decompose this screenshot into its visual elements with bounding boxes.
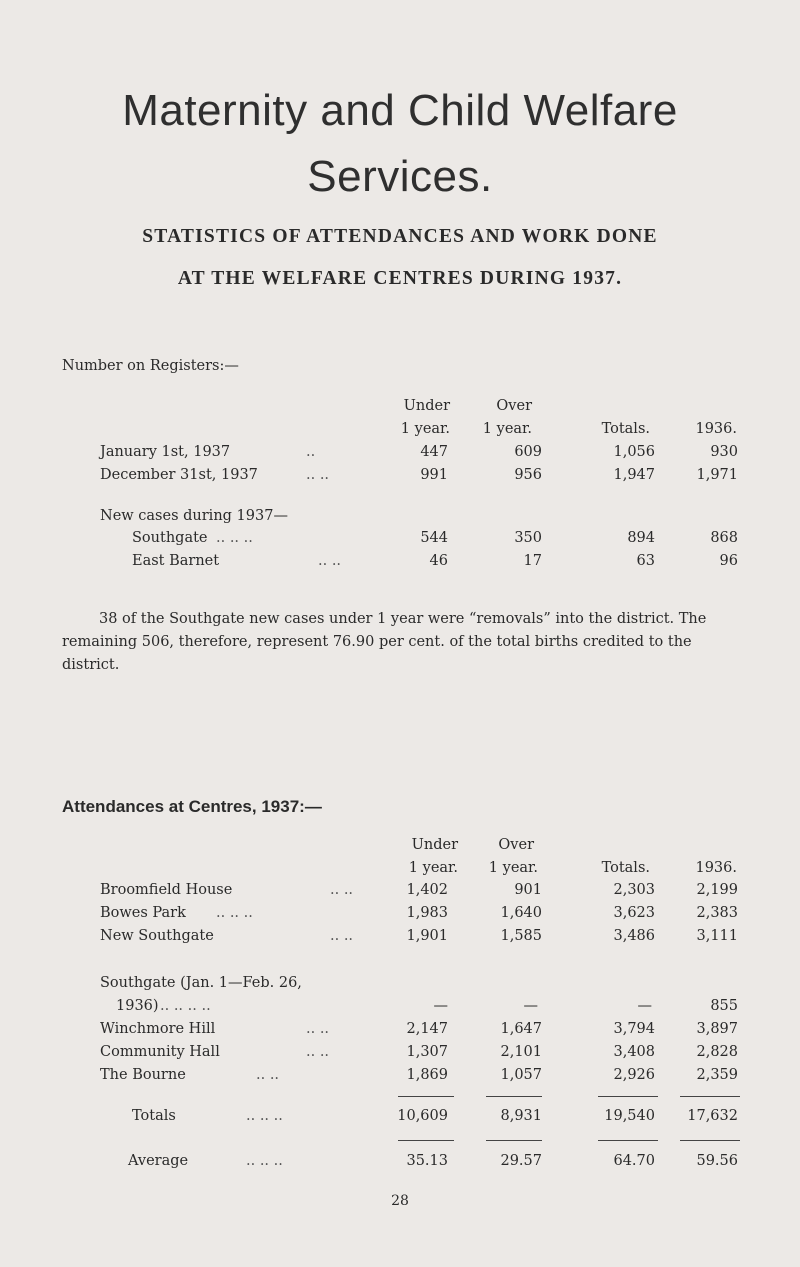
cell-over: 609 bbox=[514, 444, 542, 460]
attendances-header-row-2 bbox=[0, 860, 800, 880]
leader-dots: .. .. .. .. bbox=[160, 998, 211, 1014]
cell-under: 1,983 bbox=[406, 905, 448, 921]
row-label: Bowes Park bbox=[100, 905, 186, 921]
cell-totals: 1,947 bbox=[613, 467, 655, 483]
cell-under: 46 bbox=[429, 553, 448, 569]
cell-1936: 2,383 bbox=[696, 905, 738, 921]
cell-totals: 894 bbox=[627, 530, 655, 546]
leader-dots: .. .. bbox=[330, 928, 354, 944]
cell-under: 447 bbox=[420, 444, 448, 460]
row-label: Southgate bbox=[132, 530, 208, 546]
row-label: Broomfield House bbox=[100, 882, 233, 898]
cell-under: 991 bbox=[420, 467, 448, 483]
cell-over: 350 bbox=[514, 530, 542, 546]
rule-totals bbox=[598, 1140, 658, 1141]
cell-over: 17 bbox=[523, 553, 542, 569]
average-row bbox=[0, 1153, 800, 1173]
page-title-continued: Services. bbox=[307, 152, 493, 201]
cell-1936: 2,199 bbox=[696, 882, 738, 898]
table-row bbox=[0, 553, 800, 573]
cell-over: 1,640 bbox=[500, 905, 542, 921]
col-under-year: 1 year. bbox=[408, 860, 458, 876]
leader-dots: .. .. .. bbox=[216, 530, 253, 546]
cell-over: 956 bbox=[514, 467, 542, 483]
cell-under: 544 bbox=[420, 530, 448, 546]
cell-under: 1,402 bbox=[406, 882, 448, 898]
attendances-header-row-1 bbox=[0, 837, 800, 857]
rule-over bbox=[486, 1140, 542, 1141]
registers-header-row-1 bbox=[0, 398, 800, 418]
table-row bbox=[0, 1044, 800, 1064]
table-row bbox=[0, 905, 800, 925]
cell-totals: 63 bbox=[636, 553, 655, 569]
cell-1936: 930 bbox=[710, 444, 738, 460]
row-label: Community Hall bbox=[100, 1044, 220, 1060]
table-row bbox=[0, 530, 800, 550]
cell-over: 1,057 bbox=[500, 1067, 542, 1083]
col-1936: 1936. bbox=[695, 421, 737, 437]
table-row bbox=[0, 975, 800, 995]
row-label: Winchmore Hill bbox=[100, 1021, 216, 1037]
row-label: Totals bbox=[132, 1108, 176, 1124]
totals-row bbox=[0, 1108, 800, 1128]
leader-dots: .. .. .. bbox=[216, 905, 253, 921]
cell-under: 1,901 bbox=[406, 928, 448, 944]
cell-under: 10,609 bbox=[397, 1108, 448, 1124]
cell-1936: 17,632 bbox=[687, 1108, 738, 1124]
cell-totals: 3,486 bbox=[613, 928, 655, 944]
subheading-line-1: STATISTICS OF ATTENDANCES AND WORK DONE bbox=[142, 226, 658, 247]
cell-1936: 2,828 bbox=[696, 1044, 738, 1060]
cell-over: 901 bbox=[514, 882, 542, 898]
row-label: Average bbox=[128, 1153, 189, 1169]
row-label-continued: 1936) bbox=[116, 998, 159, 1014]
table-row bbox=[0, 1067, 800, 1087]
cell-under: 1,869 bbox=[406, 1067, 448, 1083]
cell-1936: 3,111 bbox=[696, 928, 738, 944]
col-1936: 1936. bbox=[695, 860, 737, 876]
rule-under bbox=[398, 1096, 454, 1097]
cell-totals: 2,926 bbox=[613, 1067, 655, 1083]
rule-totals bbox=[598, 1096, 658, 1097]
cell-totals: 3,794 bbox=[613, 1021, 655, 1037]
cell-totals: 19,540 bbox=[604, 1108, 655, 1124]
table-row bbox=[0, 882, 800, 902]
col-over-year: 1 year. bbox=[482, 421, 532, 437]
cell-1936: 1,971 bbox=[696, 467, 738, 483]
cell-over: 8,931 bbox=[500, 1108, 542, 1124]
subheading-line-2: AT THE WELFARE CENTRES DURING 1937. bbox=[177, 268, 623, 289]
leader-dots: .. .. bbox=[256, 1067, 280, 1083]
cell-1936: 59.56 bbox=[696, 1153, 738, 1169]
new-cases-heading: New cases during 1937— bbox=[100, 508, 288, 524]
leader-dots: .. .. .. bbox=[246, 1153, 283, 1169]
table-row bbox=[0, 444, 800, 464]
col-under-label: Under bbox=[411, 837, 458, 853]
leader-dots: .. .. .. bbox=[246, 1108, 283, 1124]
cell-over: 1,647 bbox=[500, 1021, 542, 1037]
col-over-label: Over bbox=[498, 837, 534, 853]
leader-dots: .. .. bbox=[330, 882, 354, 898]
cell-totals: — bbox=[637, 998, 652, 1014]
row-label: December 31st, 1937 bbox=[100, 467, 258, 483]
cell-1936: 855 bbox=[710, 998, 738, 1014]
cell-totals: 64.70 bbox=[613, 1153, 655, 1169]
row-label: New Southgate bbox=[100, 928, 214, 944]
attendances-heading: Attendances at Centres, 1937:— bbox=[62, 797, 322, 816]
row-label: The Bourne bbox=[100, 1067, 186, 1083]
cell-totals: 1,056 bbox=[613, 444, 655, 460]
rule-1936 bbox=[680, 1096, 740, 1097]
row-label: East Barnet bbox=[132, 553, 220, 569]
leader-dots: .. .. bbox=[306, 1044, 330, 1060]
col-over-label: Over bbox=[496, 398, 532, 414]
cell-under: 1,307 bbox=[406, 1044, 448, 1060]
leader-dots: .. .. bbox=[306, 467, 330, 483]
cell-under: — bbox=[433, 998, 448, 1014]
leader-dots: .. .. bbox=[306, 1021, 330, 1037]
col-under-year: 1 year. bbox=[400, 421, 450, 437]
section-subheading bbox=[60, 216, 740, 300]
cell-under: 2,147 bbox=[406, 1021, 448, 1037]
registers-header-row-2 bbox=[0, 421, 800, 441]
cell-under: 35.13 bbox=[406, 1153, 448, 1169]
leader-dots: .. bbox=[306, 444, 316, 460]
col-under-label: Under bbox=[403, 398, 450, 414]
page-title: Maternity and Child Welfare bbox=[122, 86, 678, 135]
cell-over: — bbox=[523, 998, 538, 1014]
cell-totals: 2,303 bbox=[613, 882, 655, 898]
row-label: Southgate (Jan. 1—Feb. 26, bbox=[100, 975, 302, 991]
leader-dots: .. .. bbox=[318, 553, 342, 569]
cell-1936: 96 bbox=[719, 553, 738, 569]
cell-1936: 3,897 bbox=[696, 1021, 738, 1037]
cell-1936: 868 bbox=[710, 530, 738, 546]
rule-over bbox=[486, 1096, 542, 1097]
registers-note: 38 of the Southgate new cases under 1 year were “removals” into the district. The remaining 506, therefore, represent 76.90 per cent. of the total births credited to the district. bbox=[62, 611, 707, 673]
cell-over: 29.57 bbox=[500, 1153, 542, 1169]
cell-over: 1,585 bbox=[500, 928, 542, 944]
rule-under bbox=[398, 1140, 454, 1141]
table-row bbox=[0, 998, 800, 1018]
cell-totals: 3,623 bbox=[613, 905, 655, 921]
col-totals: Totals. bbox=[601, 860, 650, 876]
cell-over: 2,101 bbox=[500, 1044, 542, 1060]
page-number: 28 bbox=[391, 1193, 409, 1209]
registers-heading: Number on Registers:— bbox=[62, 358, 239, 374]
col-totals: Totals. bbox=[601, 421, 650, 437]
table-row bbox=[0, 467, 800, 487]
rule-1936 bbox=[680, 1140, 740, 1141]
col-over-year: 1 year. bbox=[488, 860, 538, 876]
cell-totals: 3,408 bbox=[613, 1044, 655, 1060]
table-row bbox=[0, 928, 800, 948]
table-row bbox=[0, 1021, 800, 1041]
row-label: January 1st, 1937 bbox=[100, 444, 231, 460]
cell-1936: 2,359 bbox=[696, 1067, 738, 1083]
